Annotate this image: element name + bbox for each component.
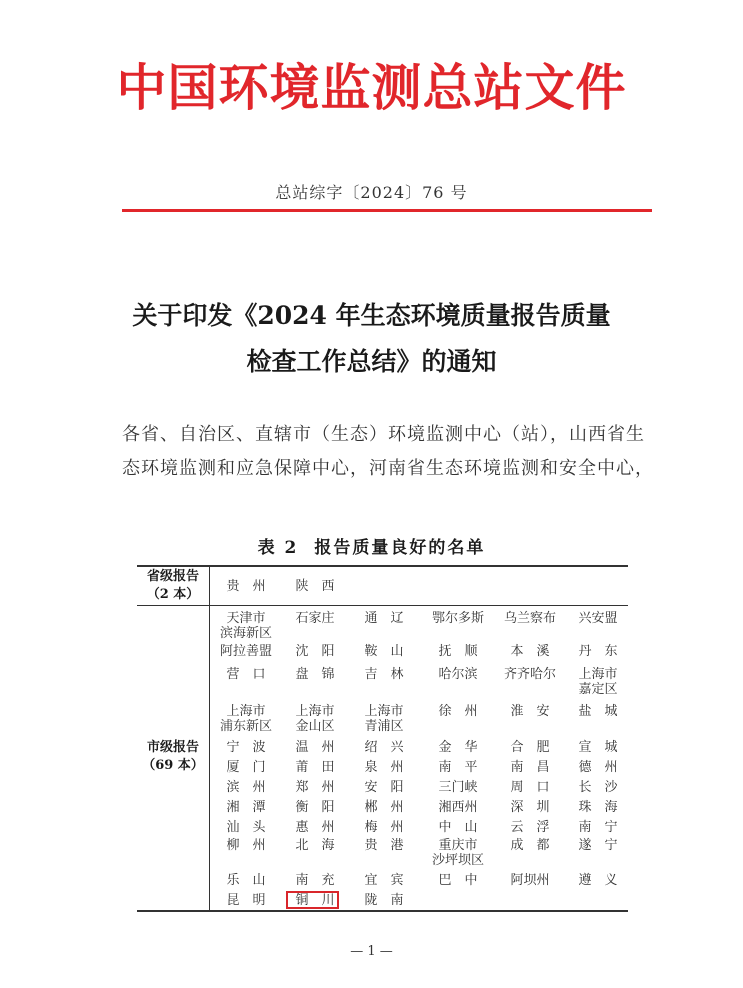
city-cell-line: 深 圳 bbox=[510, 800, 550, 815]
addressee-paragraph bbox=[122, 418, 662, 486]
city-cell-line: 兴安盟 bbox=[578, 611, 618, 626]
city-cell-line: 巴 中 bbox=[438, 873, 478, 888]
city-cell-line: 通 辽 bbox=[364, 611, 404, 626]
city-cell bbox=[283, 780, 347, 795]
city-cell bbox=[352, 800, 416, 815]
provincial-label-line-1: 省级报告 bbox=[146, 569, 199, 584]
city-cell-line: 阿坝州 bbox=[510, 873, 550, 888]
city-cell bbox=[283, 820, 347, 835]
city-cell-line: 金 华 bbox=[438, 740, 478, 755]
table-label-divider bbox=[209, 566, 210, 911]
city-cell bbox=[283, 667, 347, 682]
city-cell-line: 绍 兴 bbox=[364, 740, 404, 755]
city-cell bbox=[424, 644, 492, 659]
city-cell-line: 昆 明 bbox=[226, 893, 266, 908]
provincial-label-line-2: （2 本） bbox=[146, 587, 200, 602]
document-number: 总站综字〔2024〕76 号 bbox=[275, 183, 468, 202]
city-cell bbox=[214, 873, 278, 888]
notice-title-line-2: 检查工作总结》的通知 bbox=[246, 347, 497, 376]
city-cell-line: 云 浮 bbox=[510, 820, 550, 835]
city-cell bbox=[567, 760, 629, 775]
city-cell bbox=[214, 704, 278, 734]
city-cell bbox=[496, 873, 564, 888]
city-cell-line: 重庆市 bbox=[438, 838, 478, 853]
city-cell bbox=[352, 644, 416, 659]
city-cell-line: 淮 安 bbox=[510, 704, 550, 719]
city-cell bbox=[214, 800, 278, 815]
city-cell bbox=[352, 893, 416, 908]
city-cell bbox=[352, 820, 416, 835]
city-cell bbox=[214, 667, 278, 682]
city-cell-line: 湘西州 bbox=[438, 800, 478, 815]
city-cell bbox=[352, 611, 416, 626]
city-cell-line: 沈 阳 bbox=[295, 644, 335, 659]
city-cell bbox=[424, 667, 492, 682]
city-cell-line: 贵 港 bbox=[364, 838, 404, 853]
city-cell-line: 滨 州 bbox=[226, 780, 266, 795]
city-cell bbox=[567, 820, 629, 835]
provincial-label bbox=[138, 568, 208, 604]
city-cell-line: 南 昌 bbox=[510, 760, 550, 775]
city-cell-line: 石家庄 bbox=[295, 611, 335, 626]
city-cell bbox=[496, 780, 564, 795]
city-cell-line: 上海市 bbox=[226, 704, 266, 719]
city-cell bbox=[352, 760, 416, 775]
city-cell-line: 上海市 bbox=[295, 704, 335, 719]
table-bottom-rule bbox=[137, 910, 628, 912]
city-cell bbox=[214, 838, 278, 853]
city-cell bbox=[496, 820, 564, 835]
city-cell bbox=[496, 838, 564, 853]
city-cell-line: 三门峡 bbox=[438, 780, 478, 795]
city-cell bbox=[567, 667, 629, 697]
city-cell bbox=[214, 760, 278, 775]
city-cell-line: 铜 川 bbox=[295, 893, 335, 908]
city-cell bbox=[283, 740, 347, 755]
city-cell-line: 德 州 bbox=[578, 760, 618, 775]
city-cell-line: 天津市 bbox=[226, 611, 266, 626]
city-cell bbox=[424, 838, 492, 868]
city-cell bbox=[283, 800, 347, 815]
city-cell-line: 珠 海 bbox=[578, 800, 618, 815]
city-cell bbox=[424, 760, 492, 775]
city-cell bbox=[567, 873, 629, 888]
city-cell-line: 徐 州 bbox=[438, 704, 478, 719]
city-cell-line: 北 海 bbox=[295, 838, 335, 853]
city-cell-line: 泉 州 bbox=[364, 760, 404, 775]
document-header-title: 中国环境监测总站文件 bbox=[116, 58, 627, 117]
city-cell bbox=[424, 740, 492, 755]
city-cell bbox=[424, 820, 492, 835]
city-cell-line: 哈尔滨 bbox=[438, 667, 478, 682]
city-label bbox=[138, 739, 208, 775]
city-cell-line: 阿拉善盟 bbox=[219, 644, 272, 659]
city-cell-line: 青浦区 bbox=[364, 719, 404, 734]
city-cell-line: 南 平 bbox=[438, 760, 478, 775]
city-cell bbox=[283, 838, 347, 853]
city-cell-line: 郴 州 bbox=[364, 800, 404, 815]
city-cell-line: 滨海新区 bbox=[219, 626, 272, 641]
addressee-line-1: 各省、自治区、直辖市（生态）环境监测中心（站），山西省生 bbox=[122, 424, 645, 445]
provincial-cell: 贵 州 bbox=[226, 579, 266, 594]
city-cell bbox=[214, 740, 278, 755]
table-caption-number: 表 2 bbox=[257, 538, 299, 558]
city-cell bbox=[214, 780, 278, 795]
red-divider bbox=[122, 209, 652, 212]
city-cell-line: 遵 义 bbox=[578, 873, 618, 888]
city-cell bbox=[214, 644, 278, 659]
city-cell bbox=[283, 704, 347, 734]
city-cell bbox=[496, 760, 564, 775]
city-cell bbox=[567, 704, 629, 719]
city-cell bbox=[352, 838, 416, 853]
page-number: — 1 — bbox=[350, 944, 393, 959]
city-cell-line: 莆 田 bbox=[295, 760, 335, 775]
city-cell bbox=[567, 611, 629, 626]
city-cell-line: 惠 州 bbox=[295, 820, 335, 835]
city-cell-line: 中 山 bbox=[438, 820, 478, 835]
city-cell bbox=[352, 667, 416, 682]
city-cell-line: 乌兰察布 bbox=[503, 611, 556, 626]
city-cell bbox=[567, 780, 629, 795]
city-cell-line: 厦 门 bbox=[226, 760, 266, 775]
city-cell bbox=[352, 704, 416, 734]
city-cell bbox=[214, 820, 278, 835]
city-cell bbox=[424, 800, 492, 815]
city-cell-line: 长 沙 bbox=[578, 780, 618, 795]
city-cell bbox=[424, 873, 492, 888]
city-cell-line: 抚 顺 bbox=[438, 644, 478, 659]
city-cell-line: 汕 头 bbox=[226, 820, 266, 835]
table-caption-text: 报告质量良好的名单 bbox=[314, 538, 486, 558]
city-label-line-2: （69 本） bbox=[142, 758, 204, 773]
city-cell bbox=[283, 873, 347, 888]
city-cell-line: 南 宁 bbox=[578, 820, 618, 835]
city-cell-line: 吉 林 bbox=[364, 667, 404, 682]
city-cell-line: 遂 宁 bbox=[578, 838, 618, 853]
city-cell-line: 嘉定区 bbox=[578, 682, 618, 697]
city-cell bbox=[496, 611, 564, 626]
city-cell bbox=[496, 667, 564, 682]
city-cell-line: 齐齐哈尔 bbox=[503, 667, 556, 682]
city-cell-line: 衡 阳 bbox=[295, 800, 335, 815]
city-cell bbox=[496, 644, 564, 659]
city-cell-line: 上海市 bbox=[578, 667, 618, 682]
city-cell-line: 丹 东 bbox=[578, 644, 618, 659]
city-cell-line: 南 充 bbox=[295, 873, 335, 888]
city-cell bbox=[424, 780, 492, 795]
city-label-line-1: 市级报告 bbox=[146, 740, 199, 755]
city-cell bbox=[567, 800, 629, 815]
city-cell-line: 柳 州 bbox=[226, 838, 266, 853]
table-mid-rule bbox=[137, 605, 628, 606]
city-cell bbox=[496, 740, 564, 755]
city-cell bbox=[567, 644, 629, 659]
city-cell-line: 盐 城 bbox=[578, 704, 618, 719]
city-cell-line: 乐 山 bbox=[226, 873, 266, 888]
city-cell-line: 安 阳 bbox=[364, 780, 404, 795]
city-cell-line: 盘 锦 bbox=[295, 667, 335, 682]
city-cell bbox=[283, 611, 347, 626]
city-cell bbox=[352, 740, 416, 755]
city-cell-line: 上海市 bbox=[364, 704, 404, 719]
city-cell-line: 湘 潭 bbox=[226, 800, 266, 815]
city-cell-line: 鄂尔多斯 bbox=[431, 611, 484, 626]
city-cell-line: 郑 州 bbox=[295, 780, 335, 795]
addressee-line-2: 态环境监测和应急保障中心，河南省生态环境监测和安全中心， bbox=[122, 458, 654, 479]
city-cell-line: 浦东新区 bbox=[219, 719, 272, 734]
table-caption bbox=[0, 533, 743, 558]
city-cell-line: 本 溪 bbox=[510, 644, 550, 659]
city-cell bbox=[352, 780, 416, 795]
provincial-cell: 陕 西 bbox=[295, 579, 335, 594]
city-cell-line: 温 州 bbox=[295, 740, 335, 755]
city-cell-line: 陇 南 bbox=[364, 893, 404, 908]
city-cell bbox=[496, 704, 564, 719]
city-cell bbox=[424, 611, 492, 626]
city-cell-line: 成 都 bbox=[510, 838, 550, 853]
city-cell-line: 周 口 bbox=[510, 780, 550, 795]
city-cell-line: 沙坪坝区 bbox=[431, 853, 484, 868]
notice-title bbox=[0, 293, 743, 385]
city-cell-line: 营 口 bbox=[226, 667, 266, 682]
city-cell bbox=[283, 760, 347, 775]
city-cell-line: 宣 城 bbox=[578, 740, 618, 755]
table-top-rule bbox=[137, 565, 628, 567]
city-cell bbox=[352, 873, 416, 888]
city-cell bbox=[567, 838, 629, 853]
city-cell-line: 宁 波 bbox=[226, 740, 266, 755]
city-cell bbox=[567, 740, 629, 755]
city-cell bbox=[496, 800, 564, 815]
notice-title-line-1: 关于印发《2024 年生态环境质量报告质量 bbox=[132, 301, 611, 330]
city-cell-line: 宜 宾 bbox=[364, 873, 404, 888]
city-cell bbox=[214, 611, 278, 641]
city-cell-line: 合 肥 bbox=[510, 740, 550, 755]
city-cell bbox=[214, 893, 278, 908]
city-cell bbox=[424, 704, 492, 719]
city-cell bbox=[283, 644, 347, 659]
city-cell-line: 金山区 bbox=[295, 719, 335, 734]
city-cell-line: 梅 州 bbox=[364, 820, 404, 835]
highlight-box bbox=[286, 891, 339, 909]
city-cell-line: 鞍 山 bbox=[364, 644, 404, 659]
